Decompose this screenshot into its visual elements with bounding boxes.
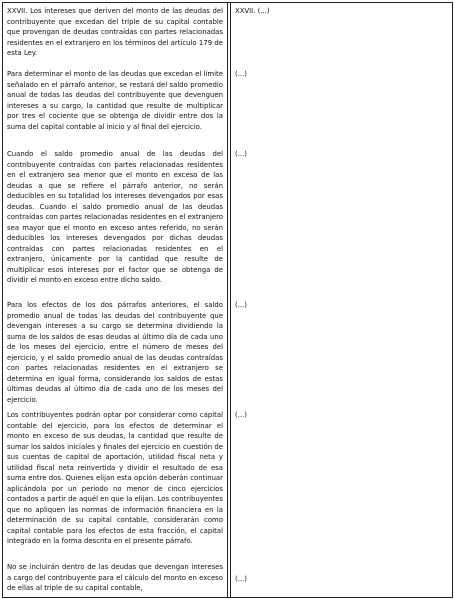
left-cell-text: Los contribuyentes podrán optar por considerar como capital contable del ejercicio, para los efectos de determinar el monto en exceso de sus deudas, la cantidad que resulte de sumar los saldos iniciales y finales del ejercicio en cuestión de sus cuentas de capital de aportación, utilidad fiscal neta y utilidad fiscal neta reinvertida y dividir el resultado de esa suma entre dos. Quienes elijan esta opción deberán continuar aplicándola por un periodo no menor de cinco ejercicios contados a partir de aquél en que la elijan. Los contribuyentes que no apliquen las normas de información financiera en la determinación de su capital contable, considerarán como capital contable para los efectos de esta fracción, el capital integrado en la forma descrita en el presente párrafo. — [7, 411, 223, 545]
right-cell-text: (...) — [235, 150, 247, 158]
right-cell-text: (...) — [235, 301, 247, 309]
right-cell-text: XXVII. (...) — [235, 7, 270, 15]
left-cell-text: Para los efectos de los dos párrafos anteriores, el saldo promedio anual de todas las deudas del contribuyente que devengan intereses a su cargo se determina dividiendo la suma de los saldos de esas deudas al último día de cada uno de los meses del ejercicio, entre el número de meses del ejercicio, y el saldo promedio anual de las deudas contraídas con partes relacionadas residentes en el extranjero se determina en igual forma, considerando los saldos de estas últimas deudas al último día de cada uno de los meses del ejercicio. — [7, 301, 223, 404]
right-cell-text: (...) — [235, 411, 247, 419]
comparative-table — [2, 2, 453, 598]
column-divider — [227, 3, 231, 597]
left-cell-text: No se incluirán dentro de las deudas que devengan intereses a cargo del contribuyente para el cálculo del monto en exceso de ellas al triple de su capital contable, — [7, 563, 223, 592]
left-cell-text: Para determinar el monto de las deudas que excedan el límite señalado en el párrafo anterior, se restará del saldo promedio anual de todas las deudas del contribuyente que devenguen intereses a su cargo, la cantidad que resulte de multiplicar por tres el cociente que se obtenga de dividir entre dos la suma del capital contable al inicio y al final del ejercicio. — [7, 70, 223, 131]
right-cell-text: (...) — [235, 70, 247, 78]
left-cell-text: XXVII. Los intereses que deriven del monto de las deudas del contribuyente que excedan del triple de su capital contable que provengan de deudas contraídas con partes relacionadas residentes en el extranjero en los términos del artículo 179 de esta Ley. — [7, 7, 223, 57]
left-cell-text: Cuando el saldo promedio anual de las deudas del contribuyente contraídas con partes relacionadas residentes en el extranjero sea menor que el monto en exceso de las deudas a que se refiere el párrafo anterior, no serán deducibles en su totalidad los intereses devengados por esas deudas. Cuando el saldo promedio anual de las deudas contraídas con partes relacionadas residentes en el extranjero sea mayor que el monto en exceso antes referido, no serán deducibles los intereses devengados por dichas deudas contraídas con partes relacionadas residentes en el extranjero, únicamente por la cantidad que resulte de multiplicar esos intereses por el factor que se obtenga de dividir el monto en exceso entre dicho saldo. — [7, 150, 223, 284]
right-cell-text: (...) — [235, 575, 247, 583]
